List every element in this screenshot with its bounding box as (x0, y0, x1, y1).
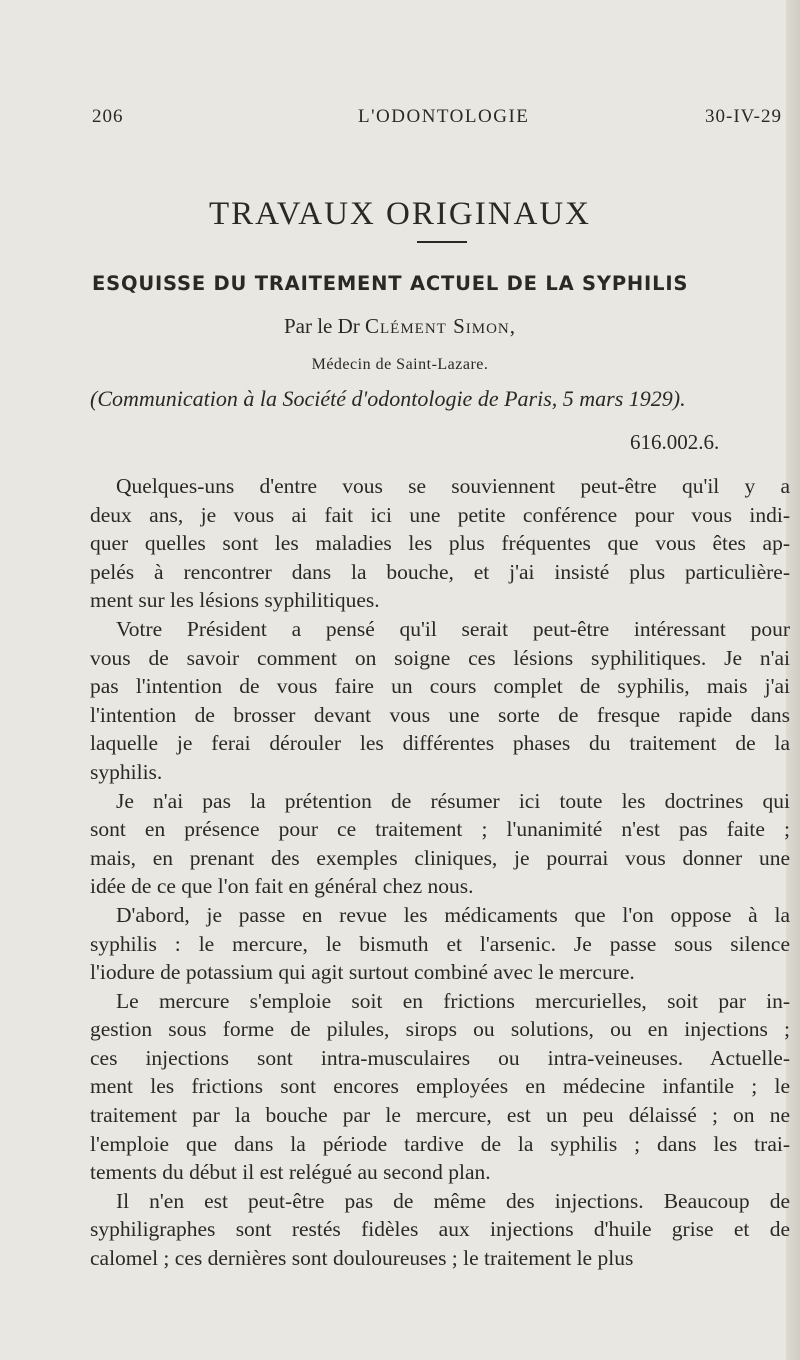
text-line: D'abord, je passe en revue les médicaments que l'on oppose à la (116, 902, 790, 927)
text-line: sont en présence pour ce traitement ; l'unanimité n'est pas faite ; (90, 817, 790, 842)
text-line: vous de savoir comment on soigne ces lésions syphilitiques. Je n'ai (90, 645, 790, 670)
text-line: syphiligraphes sont restés fidèles aux injections d'huile grise et de (90, 1217, 790, 1242)
paragraph (90, 901, 790, 987)
text-line: tements du début il est relégué au second plan. (90, 1160, 491, 1185)
byline (0, 314, 800, 339)
text-line: quer quelles sont les maladies les plus fréquentes que vous êtes ap- (90, 531, 790, 556)
text-line: pas l'intention de vous faire un cours complet de syphilis, mais j'ai (90, 674, 790, 699)
title-rule (417, 241, 467, 243)
text-line: l'emploie que dans la période tardive de la syphilis ; dans les trai- (90, 1131, 790, 1156)
text-line: calomel ; ces dernières sont douloureuses ; le traitement le plus (90, 1246, 634, 1271)
text-line: l'iodure de potassium qui agit surtout combiné avec le mercure. (90, 960, 635, 985)
text-line: l'intention de brosser devant vous une sorte de fresque rapide dans (90, 702, 790, 727)
communication-note: (Communication à la Société d'odontologie de Paris, 5 mars 1929). (90, 386, 686, 411)
text-line: Il n'en est peut-être pas de même des injections. Beaucoup de (116, 1188, 790, 1213)
text-line: Votre Président a pensé qu'il serait peut-être intéressant pour (116, 616, 790, 641)
journal-name: L'ODONTOLOGIE (358, 106, 530, 127)
text-line: laquelle je ferai dérouler les différentes phases du traitement de la (90, 731, 790, 756)
paragraph (90, 987, 790, 1187)
classification-code: 616.002.6. (630, 430, 720, 454)
text-line: Quelques-uns d'entre vous se souviennent peut-être qu'il y a (116, 474, 790, 498)
paragraph (90, 787, 790, 901)
text-line: syphilis. (90, 759, 163, 784)
text-line: Le mercure s'emploie soit en frictions mercurielles, soit par in- (116, 988, 790, 1013)
paragraph (90, 1187, 790, 1273)
article-body (90, 472, 790, 1273)
running-head (92, 106, 782, 136)
paragraph (90, 615, 790, 787)
section-title: TRAVAUX ORIGINAUX (208, 196, 592, 232)
page-number: 206 (92, 106, 124, 127)
text-line: gestion sous forme de pilules, sirops ou solutions, ou en injections ; (90, 1017, 790, 1042)
text-line: mais, en prenant des exemples cliniques, je pourrai vous donner une (90, 845, 790, 870)
text-line: pelés à rencontrer dans la bouche, et j'ai insisté plus particulière- (90, 559, 790, 584)
text-line: deux ans, je vous ai fait ici une petite conférence pour vous indi- (90, 502, 790, 527)
paragraph (90, 472, 790, 615)
author-affiliation: Médecin de Saint-Lazare. (311, 356, 489, 373)
article-title: ESQUISSE DU TRAITEMENT ACTUEL DE LA SYPHILIS (92, 272, 689, 295)
author-name: Clément Simon, (365, 314, 517, 338)
text-line: Je n'ai pas la prétention de résumer ici toute les doctrines qui (116, 788, 790, 813)
text-line: syphilis : le mercure, le bismuth et l'arsenic. Je passe sous silence (90, 931, 790, 956)
text-line: ment sur les lésions syphilitiques. (90, 588, 380, 613)
byline-prefix: Par le Dr (283, 314, 360, 338)
text-line: ment les frictions sont encores employées en médecine infantile ; le (90, 1074, 790, 1099)
text-line: ces injections sont intra-musculaires ou intra-veineuses. Actuelle- (90, 1045, 790, 1070)
issue-date: 30-IV-29 (705, 106, 782, 127)
text-line: traitement par la bouche par le mercure, est un peu délaissé ; on ne (90, 1103, 790, 1128)
text-line: idée de ce que l'on fait en général chez nous. (90, 874, 474, 899)
